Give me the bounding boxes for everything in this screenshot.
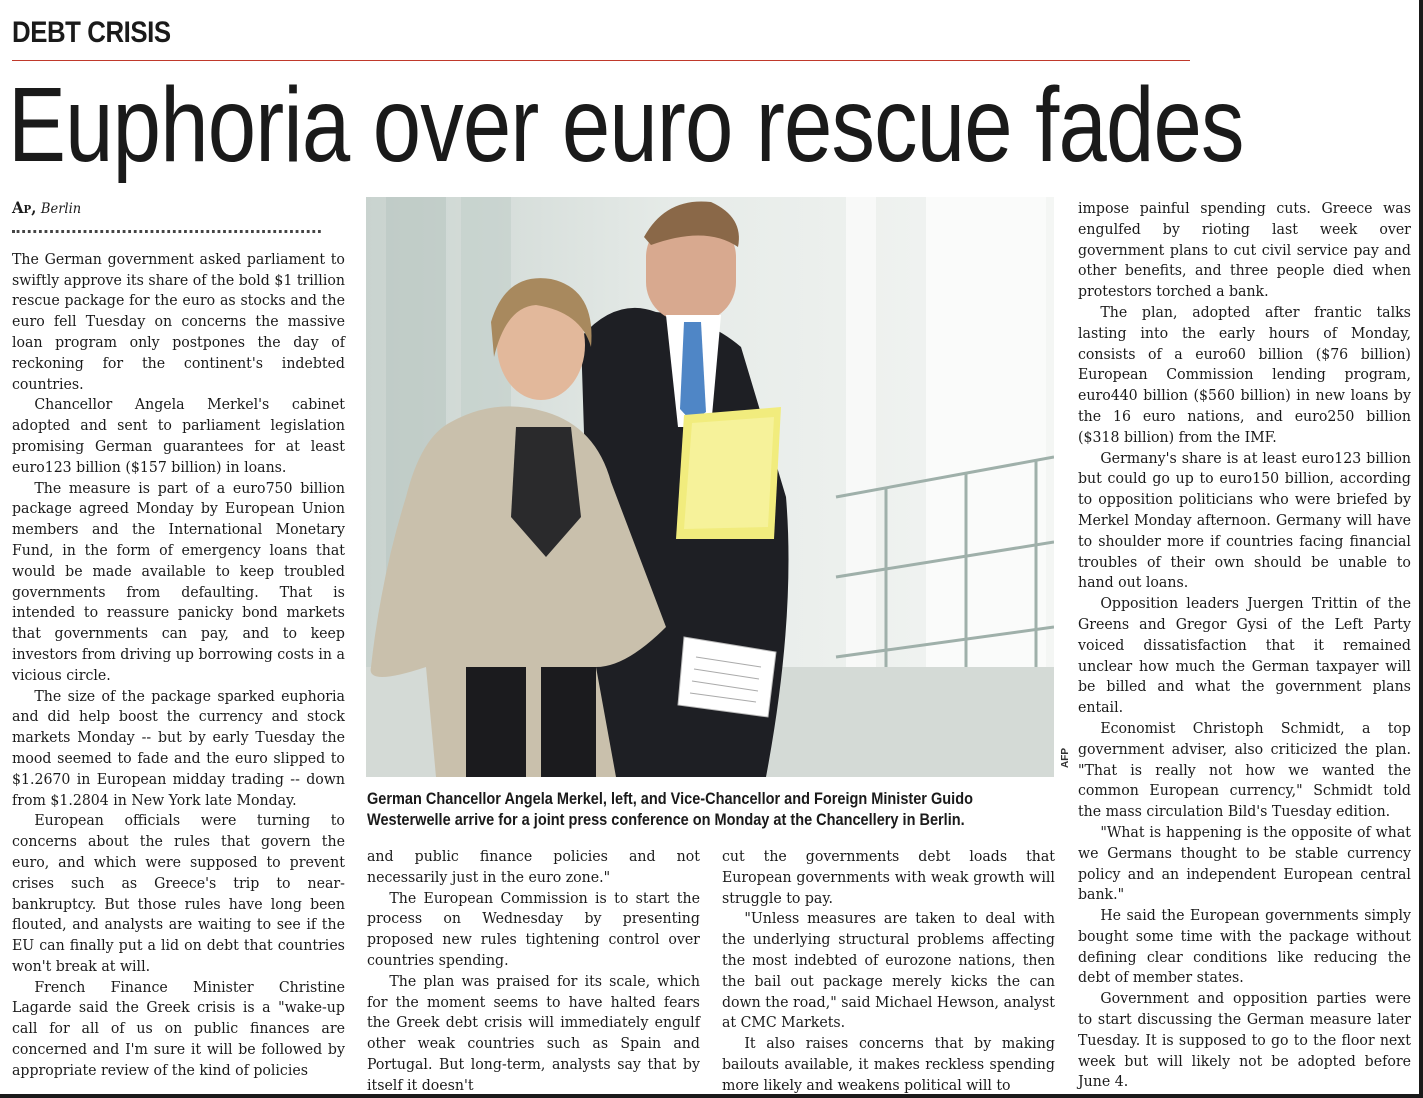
paragraph: "Unless measures are taken to deal with the underlying structural problems affecting the most indebted of eurozone nations, then the bail out package merely kicks the can down the road," said Michael Hewson, analyst at CMC Markets. [722,909,1055,1032]
paragraph: The German government asked parliament to swiftly approve its share of the bold $1 trillion rescue package for the euro as stocks and the euro fell Tuesday on concerns the massive loan program only postpones the day of reckoning for the continent's indebted countries. [12,249,345,393]
paragraph: The European Commission is to start the process on Wednesday by presenting proposed new rules tightening control over countries spending. [367,888,700,969]
news-photo [366,197,1054,777]
page-edge-right [1419,0,1423,1098]
headline: Euphoria over euro rescue fades [8,66,1244,184]
paragraph: French Finance Minister Christine Lagarde said the Greek crisis is a "wake-up call for all of us on public finances are concerned and I'm sure it will be followed by appropriate review of the kind of policies [12,977,345,1079]
paragraph: "What is happening is the opposite of what we Germans thought to be stable currency policy and an independent European central bank." [1078,822,1411,904]
paragraph: and public finance policies and not necessarily just in the euro zone." [367,847,700,886]
photo-credit: AFP [1060,748,1071,768]
article-column-4 [1078,198,1411,1092]
byline-dotted-rule [12,220,321,233]
byline [12,198,345,220]
paragraph: It also raises concerns that by making bailouts available, it makes reckless spending more likely and weakens political will to [722,1034,1055,1094]
paragraph: Germany's share is at least euro123 billion but could go up to euro150 billion, according to opposition politicians who were briefed by Merkel Monday afternoon. Germany will have to shoulder more if countries facing financial troubles of their own should be unable to hand out loans. [1078,448,1411,592]
article-column-3 [722,846,1055,1096]
paragraph: Opposition leaders Juergen Trittin of the Greens and Gregor Gysi of the Left Party voiced dissatisfaction that it remained unclear how much the German taxpayer will be billed and what the government plans entail. [1078,594,1411,717]
paragraph: Government and opposition parties were to start discussing the German measure later Tuesday. It is supposed to go to the floor next week but will likely not be adopted before June 4. [1078,989,1411,1091]
paragraph: cut the governments debt loads that European governments with weak growth will struggle to pay. [722,847,1055,907]
byline-city: Berlin [40,201,82,217]
paragraph: Chancellor Angela Merkel's cabinet adopted and sent to parliament legislation promising German guarantees for at least euro123 billion ($157 billion) in loans. [12,395,345,476]
page-edge-bottom [0,1094,1423,1098]
paragraph: impose painful spending cuts. Greece was engulfed by rioting last week over government plans to cut civil service pay and other benefits, and three people died when protestors torched a bank. [1078,199,1411,301]
caption-line: German Chancellor Angela Merkel, left, and Vice-Chancellor and Foreign Minister Guido [367,790,973,808]
paragraph: The measure is part of a euro750 billion package agreed Monday by European Union members and the International Monetary Fund, in the form of emergency loans that would be made available to keep troubled governments from defaulting. That is intended to reassure panicky bond markets that governments can pay, and to keep investors from driving up borrowing costs in a vicious circle. [12,478,345,684]
paragraph: Economist Christoph Schmidt, a top government adviser, also criticized the plan. "That is really not how we wanted the common European currency," Schmidt told the mass circulation Bild's Tuesday edition. [1078,718,1411,821]
paragraph: The size of the package sparked euphoria and did help boost the currency and stock markets Monday -- but by early Tuesday the mood seemed to fade and the euro slipped to $1.2670 in European midday trading -- down from $1.2804 in New York late Monday. [12,686,345,809]
article-column-2 [367,846,700,1096]
paragraph: European officials were turning to concerns about the rules that govern the euro, and which were supposed to prevent crises such as Greece's trip to near-bankruptcy. But those rules have long been flouted, and analysts are waiting to see if the EU can finally put a lid on debt that countries won't break at will. [12,811,345,975]
byline-agency: Ap, [12,198,37,217]
section-label: DEBT CRISIS [12,16,171,49]
paragraph: He said the European governments simply bought some time with the package without defining clear conditions like reducing the debt of member states. [1078,906,1411,987]
section-rule [12,60,1190,61]
article-column-1 [12,198,345,1081]
photo-caption [367,789,983,831]
photo-illustration [366,197,1054,777]
paragraph: The plan was praised for its scale, which for the moment seems to have halted fears the Greek debt crisis will immediately engulf other weak countries such as Spain and Portugal. But long-term, analysts say that by itself it doesn't [367,971,700,1094]
paragraph: The plan, adopted after frantic talks lasting into the early hours of Monday, consists of a euro60 billion ($76 billion) European Commission lending program, euro440 billion ($560 billion) in new loans by the 16 euro nations, and euro250 billion ($318 billion) from the IMF. [1078,302,1411,446]
caption-line: Westerwelle arrive for a joint press conference on Monday at the Chancellery in Berlin. [367,811,965,829]
